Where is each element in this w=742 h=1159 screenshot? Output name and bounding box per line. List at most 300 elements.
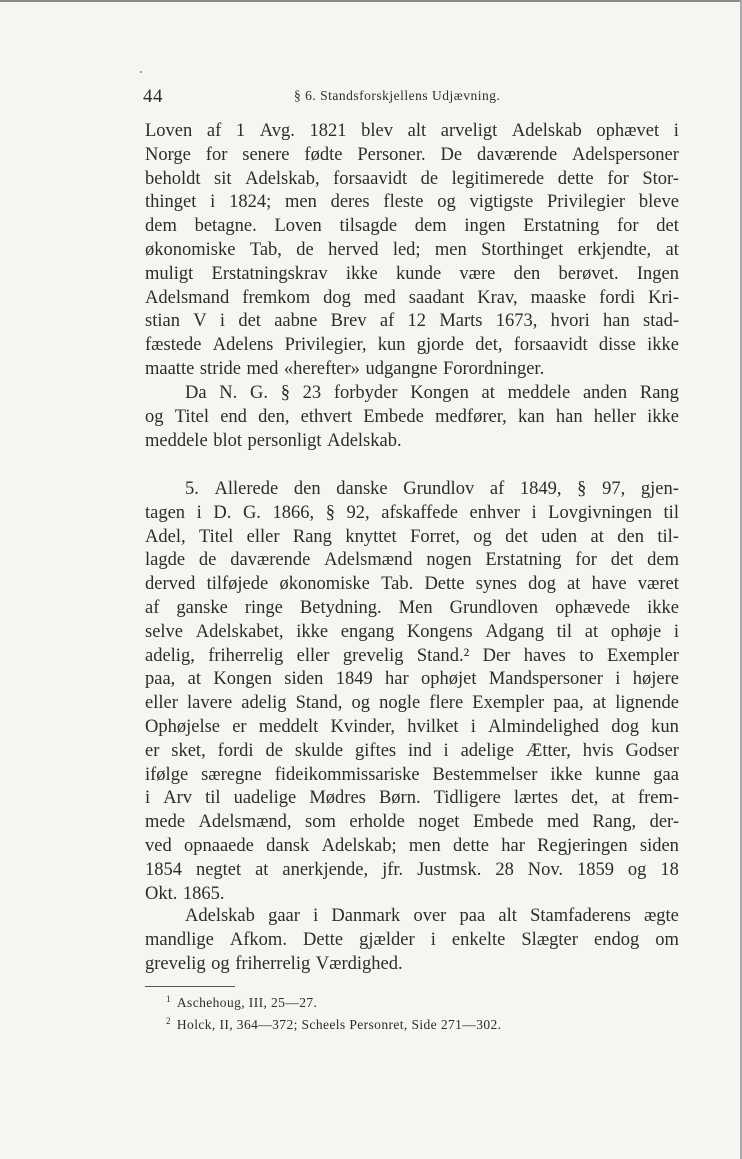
word: gaar [268, 906, 300, 926]
word: gjorde [416, 335, 465, 356]
word: Dette [303, 929, 344, 950]
word: Rang [639, 383, 679, 403]
word: ophøje [610, 621, 662, 642]
word: Marts [439, 311, 483, 332]
word: Rang, [592, 812, 637, 833]
word: friherrelig [208, 645, 284, 666]
word: ophævet [596, 121, 660, 141]
word: til [663, 502, 679, 523]
word: 92, [346, 502, 370, 523]
word: N. [219, 383, 238, 403]
text-line [145, 168, 679, 192]
word: Stor- [642, 168, 679, 189]
word: fleste [383, 192, 424, 213]
word: mandlige [145, 929, 214, 950]
word: 28 [495, 859, 514, 880]
word: betagne. [194, 216, 257, 237]
word: Erstatningskrav [211, 263, 328, 284]
text-line [145, 668, 679, 692]
word: «herefter» [283, 358, 360, 379]
word: personligt [247, 430, 322, 451]
word: den [513, 263, 541, 284]
word: Privilegier [547, 192, 626, 213]
word: G. [249, 383, 268, 403]
word: dette [453, 835, 489, 856]
word: kan [517, 406, 545, 427]
word: han [603, 311, 630, 332]
word: maaske [530, 287, 587, 308]
word: Slægter [521, 929, 578, 950]
word: 5. [185, 479, 199, 499]
word: med [246, 358, 279, 379]
word: kunde [395, 263, 442, 284]
word: og [211, 953, 230, 974]
word: de [296, 239, 314, 260]
word: Adelskab [511, 121, 582, 141]
word: danske [336, 479, 388, 499]
word: det [656, 216, 679, 237]
word: Allerede [214, 479, 279, 499]
word: skulde [294, 740, 344, 761]
text-line [145, 382, 679, 406]
word: forsaavidt [513, 335, 588, 356]
word: over [413, 906, 447, 926]
word: at [481, 383, 495, 403]
word: men [434, 239, 467, 260]
word: Afkom. [229, 929, 287, 950]
word: to [579, 645, 594, 666]
word: ikke [647, 597, 679, 618]
text-line [145, 310, 679, 334]
word: ind [408, 740, 432, 761]
word: og [351, 693, 370, 714]
word: opnaaede [184, 835, 254, 856]
word: derved [145, 574, 196, 595]
word: Kongen [410, 383, 469, 403]
footnote [166, 995, 317, 1011]
word: have [591, 574, 627, 595]
word: senere [242, 144, 290, 165]
text-line [145, 740, 679, 764]
word: Tidligere [433, 788, 501, 809]
text-line [145, 478, 679, 502]
word: Adelskab [185, 906, 255, 926]
word: Norge [145, 144, 191, 165]
word: paa, [553, 693, 584, 714]
word: selve [145, 621, 184, 642]
text-line [145, 692, 679, 716]
word: saadant [408, 287, 465, 308]
word: Krav, [477, 287, 518, 308]
word: synes [475, 574, 517, 595]
word: 1821 [309, 121, 347, 141]
word: til [556, 621, 573, 642]
word: Ætter, [525, 740, 571, 761]
word: maatte [145, 358, 195, 379]
word: Okt. [145, 883, 178, 904]
text-line [145, 859, 679, 883]
word: fæstede [145, 335, 202, 356]
text-line [145, 430, 679, 454]
page-top-edge [0, 0, 742, 2]
word: 12 [407, 311, 427, 332]
word: i [196, 502, 202, 523]
word: anerkjende, [282, 859, 369, 880]
word: 1865. [182, 883, 225, 904]
text-line [145, 287, 679, 311]
word: noget [418, 812, 460, 833]
word: berøvet. [558, 263, 619, 284]
paper-speck [140, 71, 142, 73]
word: forsaavidt [333, 168, 408, 189]
word: Da [185, 383, 207, 403]
word: Grundloven [449, 597, 539, 618]
word: det [238, 311, 261, 332]
word: at [255, 859, 269, 880]
word: Adelskab; [321, 835, 397, 856]
word: G. [242, 502, 261, 523]
text-line [145, 716, 679, 740]
word: Erstatning [485, 550, 562, 571]
word: Erstatning [523, 216, 600, 237]
word: fordi [217, 740, 254, 761]
page-number: 44 [143, 86, 163, 107]
word: og [437, 192, 456, 213]
word: Lovgivningen [548, 502, 652, 523]
text-line [145, 573, 679, 597]
word: hvis [582, 740, 614, 761]
word: Justmsk. [417, 859, 482, 880]
word: 1 [235, 121, 246, 141]
word: Loven [145, 121, 193, 141]
word: 97, [602, 479, 626, 499]
word: hvilket [407, 716, 459, 737]
word: lærtes [513, 788, 559, 809]
word: muligt [145, 263, 194, 284]
word: disse [598, 335, 636, 356]
word: i [673, 621, 679, 642]
word: Personer. [357, 144, 426, 165]
word: Avg. [259, 121, 295, 141]
word: ægte [643, 906, 679, 926]
text-line [145, 120, 679, 144]
word: Embede [363, 406, 424, 427]
word: Nov. [527, 859, 564, 880]
word: Betydning. [299, 597, 382, 618]
word: stad- [643, 311, 679, 332]
word: Der [482, 645, 511, 666]
word: Loven [274, 216, 322, 237]
word: adelig, [145, 645, 195, 666]
text-line [145, 597, 679, 621]
word: af [379, 311, 395, 332]
word: jfr. [382, 859, 404, 880]
word: alt [498, 906, 517, 926]
word: udgangne [365, 358, 438, 379]
word: eller [145, 693, 178, 714]
word: § [280, 383, 290, 403]
word: enkelte [451, 929, 506, 950]
word: at [567, 574, 581, 595]
word: i [673, 121, 679, 141]
word: Privilegier, [284, 335, 367, 356]
word: Arv [163, 788, 192, 809]
word: lignende [615, 693, 679, 714]
word: i [470, 716, 476, 737]
word: Adelskab. [327, 430, 402, 451]
word: ved [145, 835, 172, 856]
word: nogen [426, 550, 472, 571]
word: i [145, 788, 151, 809]
word: sket, [171, 740, 206, 761]
word: ifølge [145, 764, 189, 785]
word: at [187, 669, 202, 690]
word: med [363, 287, 396, 308]
word: dem [145, 216, 177, 237]
word: Kongens [406, 621, 473, 642]
word: Exempler [472, 693, 545, 714]
word: endog [593, 929, 640, 950]
paragraph [145, 478, 679, 906]
word: 18 [660, 859, 679, 880]
word: stride [199, 358, 241, 379]
word: de [265, 740, 283, 761]
word: siden [284, 669, 324, 690]
word: siden [639, 835, 679, 856]
word: de [420, 168, 439, 189]
word: Almindelighed [488, 716, 600, 737]
word: Adelsmænd, [198, 812, 292, 833]
word: anden [582, 383, 628, 403]
word: som [305, 812, 336, 833]
word: friherrelig [235, 953, 311, 974]
word: tagen [145, 502, 186, 523]
word: at [590, 526, 604, 547]
word: afskaffede [381, 502, 458, 523]
word: 23 [302, 383, 322, 403]
word: engang [340, 621, 395, 642]
word: dem [414, 216, 447, 237]
text-line [145, 645, 679, 669]
word: enhver [469, 502, 520, 523]
word: ikke [647, 335, 679, 356]
word: af [145, 597, 160, 618]
word: daværende [477, 144, 558, 165]
word: heller [593, 406, 636, 427]
word: blev [361, 121, 393, 141]
word: mede [145, 812, 186, 833]
word: Mandspersoner [488, 669, 603, 690]
word: dansk [266, 835, 310, 856]
word: Stamfaderens [530, 906, 631, 926]
word: 1849, [519, 479, 562, 499]
footnote-text: Aschehoug, III, 25—27. [176, 995, 318, 1010]
word: fremkom [242, 287, 311, 308]
word: V [193, 311, 207, 332]
word: i [313, 906, 319, 926]
word: Storthinget [481, 239, 564, 260]
text-line [145, 883, 679, 907]
text-line [145, 263, 679, 287]
word: har [501, 835, 525, 856]
word: fødte [304, 144, 343, 165]
word: Børn. [378, 788, 421, 809]
word: fordi [599, 287, 636, 308]
word: daværende [230, 550, 311, 571]
page-header [143, 86, 683, 110]
word: bleve [638, 192, 679, 213]
word: være [459, 263, 496, 284]
word: nogle [379, 693, 421, 714]
word: D. [213, 502, 232, 523]
word: end [220, 406, 247, 427]
word: og [145, 406, 164, 427]
word: Adelsmænd [324, 550, 413, 571]
word: Adelskabet, [195, 621, 284, 642]
word: Exempler [607, 645, 679, 666]
word: for [616, 216, 639, 237]
word: i [430, 929, 436, 950]
word: Tab, [249, 239, 282, 260]
word: sit [214, 168, 232, 189]
word: dette [557, 168, 594, 189]
word: særegne [201, 764, 262, 785]
text-line [145, 929, 679, 953]
word: Værdighed. [315, 953, 403, 974]
paragraph [145, 382, 679, 453]
word: flere [429, 693, 464, 714]
word: Adgang [485, 621, 544, 642]
word: adelig [241, 693, 287, 714]
word: om [655, 929, 679, 950]
word: alt [407, 121, 427, 141]
word: forbyder [333, 383, 398, 403]
word: af [206, 121, 222, 141]
word: Forret, [410, 526, 460, 547]
word: det [505, 526, 528, 547]
word: negtet [195, 859, 242, 880]
word: Adelspersoner [572, 144, 679, 165]
word: paa, [145, 669, 176, 690]
word: været [637, 574, 679, 595]
word: vigtigste [469, 192, 534, 213]
word: det [610, 550, 634, 571]
word: den, [258, 406, 290, 427]
word: erkjendte, [577, 239, 652, 260]
text-line [145, 835, 679, 859]
word: til- [657, 526, 679, 547]
word: gjen- [640, 479, 679, 499]
word: lavere [186, 693, 233, 714]
word: Men [398, 597, 433, 618]
text-line [145, 191, 679, 215]
word: ikke [647, 406, 679, 427]
word: kun [651, 716, 679, 737]
word: ophøjet [421, 669, 477, 690]
word: for [607, 168, 629, 189]
word: 1859 [576, 859, 614, 880]
word: at [665, 239, 679, 260]
word: kun [377, 335, 406, 356]
word: Embede [472, 812, 534, 833]
footnote-mark: 2 [166, 1016, 171, 1026]
word: eller [246, 526, 280, 547]
word: deres [330, 192, 370, 213]
text-line [145, 334, 679, 358]
word: Godser [625, 740, 679, 761]
word: i [615, 669, 621, 690]
word: 1673, [495, 311, 538, 332]
footnote [166, 1017, 501, 1033]
running-head: § 6. Standsforskjellens Udjævning. [294, 88, 501, 103]
text-line [145, 502, 679, 526]
word: beholdt [145, 168, 201, 189]
word: Grundlov [403, 479, 475, 499]
word: økonomiske [279, 574, 370, 595]
word: i [531, 502, 537, 523]
footnote-mark: 1 [166, 994, 171, 1004]
word: led; [392, 239, 421, 260]
word: Adelsmand [145, 287, 230, 308]
word: at [611, 788, 625, 809]
word: Ophøjelse [145, 716, 221, 737]
word: Danmark [331, 906, 401, 926]
word: ikke [296, 621, 329, 642]
word: medfører, [435, 406, 507, 427]
word: giftes [355, 740, 397, 761]
word: herved [328, 239, 379, 260]
word: Regjeringen [537, 835, 628, 856]
word: men [408, 835, 441, 856]
word: uden [541, 526, 578, 547]
word: kunne [595, 764, 641, 785]
word: Mødres [309, 788, 366, 809]
word: at [592, 693, 607, 714]
word: haves [523, 645, 566, 666]
word: Titel [174, 406, 209, 427]
word: det, [475, 335, 503, 356]
word: for [205, 144, 228, 165]
word: ikke [345, 263, 378, 284]
word: er [145, 740, 160, 761]
word: han [555, 406, 583, 427]
word: Tab. [381, 574, 414, 595]
text-line [145, 526, 679, 550]
word: men [284, 192, 317, 213]
word: aabne [274, 311, 318, 332]
word: § [325, 502, 335, 523]
word: der- [649, 812, 679, 833]
word: Brev [330, 311, 367, 332]
word: og [627, 859, 647, 880]
text-line [145, 549, 679, 573]
text-line [145, 787, 679, 811]
word: det, [571, 788, 599, 809]
word: til [205, 788, 221, 809]
word: Kri- [648, 287, 679, 308]
footnote-separator [145, 986, 235, 987]
text-line [145, 905, 679, 929]
word: af [489, 479, 505, 499]
word: § [577, 479, 587, 499]
paragraph [145, 905, 679, 976]
text-line [145, 215, 679, 239]
text-line [145, 764, 679, 788]
word: blot [213, 430, 242, 451]
word: at [584, 621, 599, 642]
text-line [145, 621, 679, 645]
word: den [617, 526, 644, 547]
